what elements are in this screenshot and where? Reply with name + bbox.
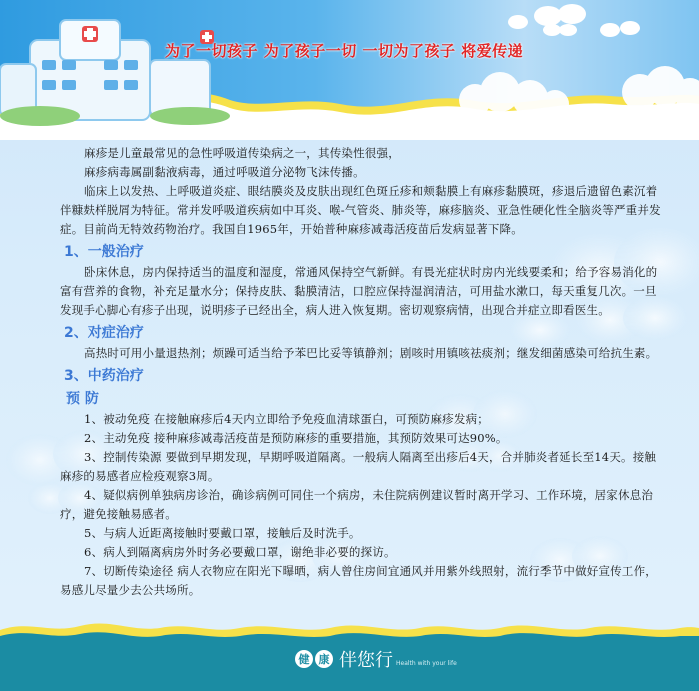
logo-tagline: Health with your life	[396, 659, 457, 667]
section-text-general: 卧床休息，房内保持适当的温度和湿度，常通风保持空气新鲜。有畏光症状时房内光线要柔和；给予容易消化的富有营养的食物，补充足量水分；保持皮肤、黏膜清洁，口腔应保持湿润清洁，可用盐水漱口，每天重复几次。一旦发现手心脚心有疹子出现，说明疹子已经出全，病人进入恢复期。密切观察病情，出现合并症立即看医生。	[60, 265, 658, 317]
poster-title: 为了一切孩子 为了孩子一切 一切为了孩子 将爱传递	[165, 42, 524, 60]
intro-paragraph: 临床上以发热、上呼吸道炎症、眼结膜炎及皮肤出现红色斑丘疹和颊黏膜上有麻疹黏膜斑，疹退后遗留色素沉着伴糠麸样脱屑为特征。常并发呼吸道疾病如中耳炎、喉-气管炎、肺炎等，麻疹脑炎、亚急性硬化性全脑炎等严重并发症。目前尚无特效药物治疗。我国自1965年，开始普种麻疹减毒活疫苗后发病显著下降。	[60, 184, 661, 236]
section-text-symptomatic: 高热时可用小量退热剂；烦躁可适当给予苯巴比妥等镇静剂；剧咳时用镇咳祛痰剂；继发细菌感染可给抗生素。	[84, 346, 658, 360]
intro-paragraph: 麻疹是儿童最常见的急性呼吸道传染病之一，其传染性很强，	[84, 146, 400, 160]
article-body	[60, 144, 664, 600]
section-heading-symptomatic: 2、对症治疗	[64, 325, 144, 341]
prevention-item: 3、控制传染源 要做到早期发现，早期呼吸道隔离。一般病人隔离至出疹后4天，合并肺炎者延长至14天。接触麻疹的易感者应检疫观察3周。	[60, 450, 657, 483]
prevention-item: 1、被动免疫 在接触麻疹后4天内立即给予免疫血清球蛋白，可预防麻疹发病；	[84, 412, 489, 426]
prevention-item: 2、主动免疫 接种麻疹减毒活疫苗是预防麻疹的重要措施，其预防效果可达90%。	[84, 431, 508, 445]
health-logo	[295, 648, 457, 670]
prevention-item: 4、疑似病例单独病房诊治，确诊病例可同住一个病房，未住院病例建议暂时离开学习、工作环境，居家休息治疗，避免接触易感者。	[60, 488, 654, 521]
section-heading-tcm: 3、中药治疗	[64, 368, 144, 384]
logo-circle-2: 康	[315, 650, 333, 668]
prevention-item: 7、切断传染途径 病人衣物应在阳光下曝晒，病人曾住房间宜通风并用紫外线照射，流行季节中做好宣传工作，易感儿尽量少去公共场所。	[60, 564, 657, 597]
section-heading-general: 1、一般治疗	[64, 244, 144, 260]
prevention-item: 5、与病人近距离接触时要戴口罩，接触后及时洗手。	[84, 526, 361, 540]
logo-text: 伴您行	[339, 650, 393, 671]
section-heading-prevention: 预 防	[66, 391, 99, 407]
logo-circle-1: 健	[295, 650, 313, 668]
intro-paragraph: 麻疹病毒属副黏液病毒，通过呼吸道分泌物飞沫传播。	[84, 165, 365, 179]
prevention-item: 6、病人到隔离病房外时务必要戴口罩，谢绝非必要的探访。	[84, 545, 396, 559]
